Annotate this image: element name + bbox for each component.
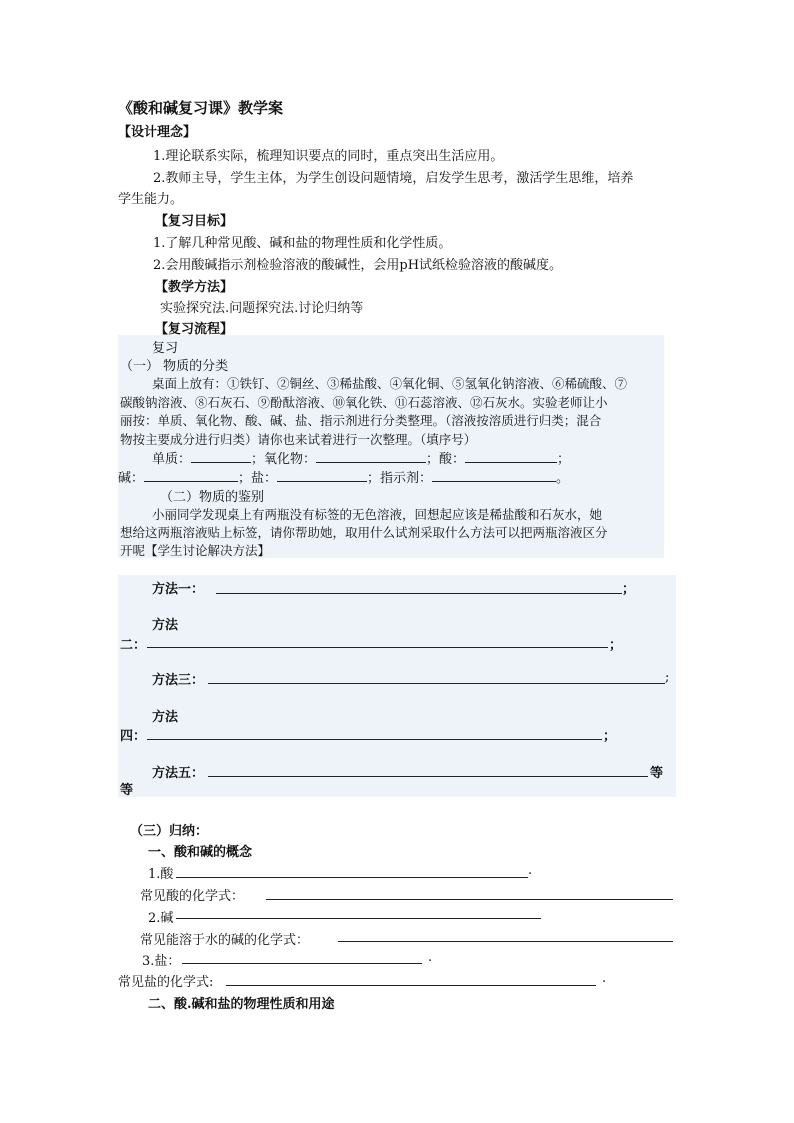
classification-line-1: 桌面上放有：①铁钉、②铜丝、③稀盐酸、④氧化铜、⑤氢氧化钠溶液、⑥稀硫酸、⑦	[152, 376, 628, 391]
method-4-label: 方法	[152, 710, 179, 725]
row2-end: 。	[556, 471, 570, 486]
methods-heading: 【教学方法】	[155, 280, 234, 295]
indicator-label: ；指示剂：	[367, 471, 433, 486]
identification-line-1: 小丽同学发现桌上有两瓶没有标签的无色溶液，回想起应该是稀盐酸和石灰水，她	[152, 507, 603, 522]
single-blank[interactable]	[191, 450, 251, 463]
design-point-1: 1.理论联系实际，梳理知识要点的同时，重点突出生活应用。	[153, 149, 504, 164]
summary-properties: 二、酸.碱和盐的物理性质和用途	[148, 997, 335, 1012]
summary-heading: （三）归纳：	[130, 824, 209, 839]
oxide-label: ；氧化物：	[251, 452, 317, 467]
method-4-line[interactable]	[147, 739, 602, 740]
salt-blank[interactable]	[277, 469, 367, 482]
acid-def-line[interactable]	[176, 877, 528, 878]
acid-blank[interactable]	[465, 450, 557, 463]
method-2-line[interactable]	[147, 647, 608, 648]
salt-def-end: .	[428, 950, 433, 965]
method-2-label-cont: 二：	[120, 638, 147, 653]
goal-1: 1.了解几种常见酸、碱和盐的物理性质和化学性质。	[153, 236, 452, 251]
acid-formula-line[interactable]	[266, 899, 673, 900]
method-5-etc-cont: 等	[120, 783, 134, 798]
method-5-label: 方法五：	[152, 766, 205, 781]
base-def-line[interactable]	[176, 918, 541, 919]
method-1-label: 方法一：	[152, 582, 205, 597]
section-identification: （二）物质的鉴别	[160, 490, 265, 505]
oxide-blank[interactable]	[316, 450, 426, 463]
salt-formula-label: 常见盐的化学式:	[118, 975, 214, 990]
method-3-end: ;	[665, 670, 670, 685]
classification-line-3: 丽按：单质、氧化物、酸、碱、盐、指示剂进行分类整理。（溶液按溶质进行归类；混合	[120, 413, 602, 428]
design-point-2: 2.教师主导，学生主体，为学生创设问题情境，启发学生思考，激活学生思维，培养	[153, 171, 634, 186]
fill-row-2	[118, 467, 569, 486]
indicator-blank[interactable]	[432, 469, 556, 482]
classification-line-4: 物按主要成分进行归类）请你也来试着进行一次整理。（填序号）	[120, 432, 477, 447]
method-2-label: 方法	[152, 618, 179, 633]
method-4-label-cont: 四：	[120, 729, 147, 744]
base-def-label: 2.碱	[148, 911, 174, 926]
base-formula-line[interactable]	[338, 941, 673, 942]
method-1-line[interactable]	[216, 593, 622, 594]
method-1-end: ；	[622, 582, 636, 597]
base-formula-label: 常见能溶于水的碱的化学式：	[140, 933, 310, 948]
flow-heading: 【复习流程】	[155, 322, 234, 337]
method-3-label: 方法三：	[152, 673, 205, 688]
single-label: 单质：	[152, 452, 192, 467]
salt-formula-line[interactable]	[226, 985, 596, 986]
classification-line-2: 碳酸钠溶液、⑧石灰石、⑨酚酞溶液、⑩氧化铁、⑪石蕊溶液、⑫石灰水。实验老师让小	[120, 395, 608, 410]
method-5-line[interactable]	[208, 776, 648, 777]
method-3-line[interactable]	[208, 683, 665, 684]
section-classification: （一） 物质的分类	[120, 359, 229, 374]
goal-2: 2.会用酸碱指示剂检验溶液的酸碱性，会用pH试纸检验溶液的酸碱度。	[153, 258, 563, 273]
method-5-etc: 等	[650, 766, 664, 781]
summary-concepts: 一、酸和碱的概念	[148, 845, 253, 860]
design-heading: 【设计理念】	[118, 125, 197, 140]
acid-formula-label: 常见酸的化学式：	[140, 889, 245, 904]
method-2-end: ；	[609, 638, 623, 653]
goals-heading: 【复习目标】	[155, 214, 234, 229]
design-point-2-cont: 学生能力。	[118, 192, 184, 207]
review-label: 复习	[152, 341, 179, 356]
row1-end: ；	[557, 452, 571, 467]
salt-def-label: 3.盐：	[142, 954, 181, 969]
page-title: 《酸和碱复习课》教学案	[118, 99, 284, 117]
salt-formula-end: .	[602, 971, 607, 986]
acid-def-end: .	[528, 863, 533, 878]
identification-line-3: 开呢【学生讨论解决方法】	[120, 543, 271, 558]
salt-def-line[interactable]	[182, 963, 422, 964]
fill-row-1	[152, 448, 570, 467]
method-4-end: ；	[603, 729, 617, 744]
methods-text: 实验探究法.问题探究法.讨论归纳等	[160, 301, 364, 316]
base-label: 碱：	[118, 471, 145, 486]
salt-label: ；盐：	[238, 471, 278, 486]
identification-line-2: 想给这两瓶溶液贴上标签，请你帮助她，取用什么试剂采取什么方法可以把两瓶溶液区分	[120, 525, 608, 540]
acid-def-label: 1.酸	[148, 867, 174, 882]
base-blank[interactable]	[144, 469, 238, 482]
acid-label: ；酸：	[426, 452, 466, 467]
